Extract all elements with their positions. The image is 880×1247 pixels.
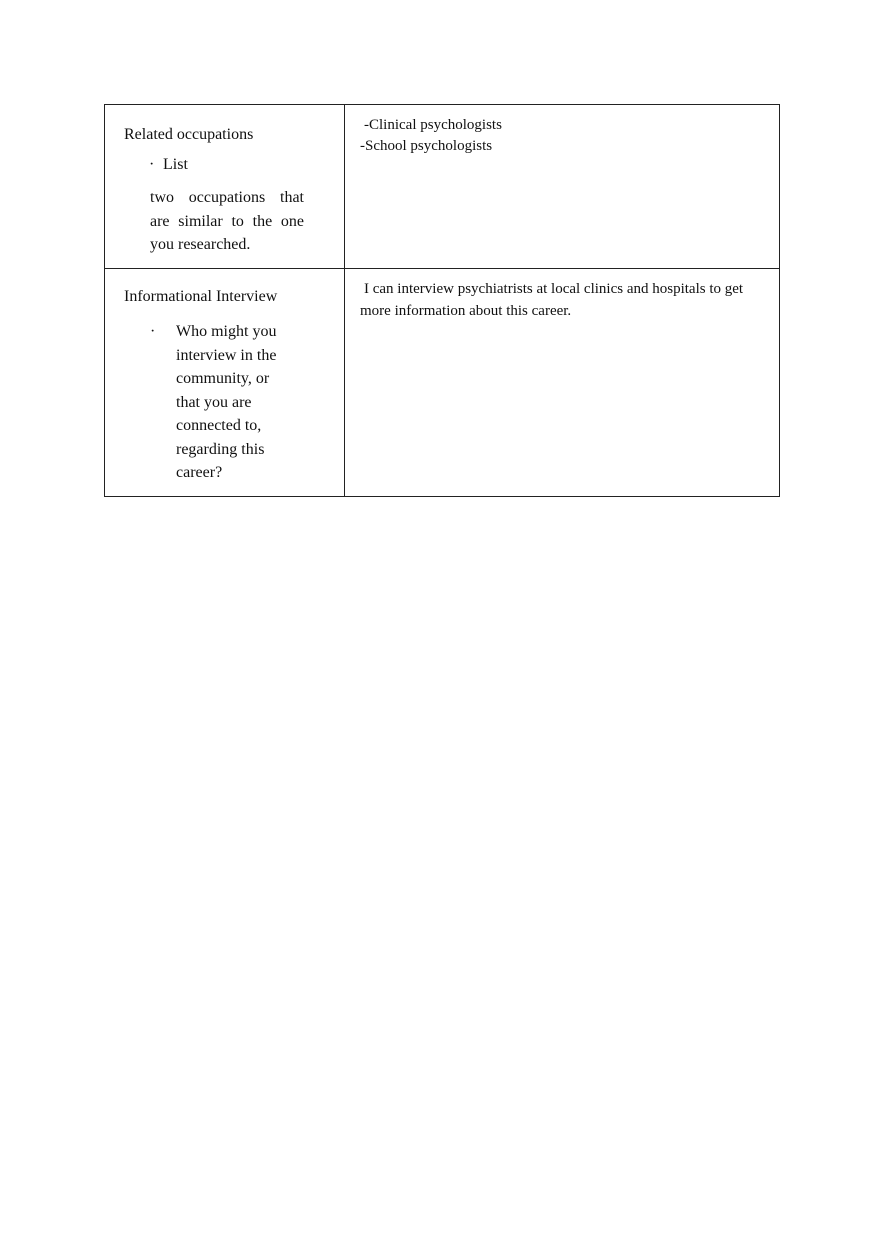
- list-bullet-text: List: [163, 156, 188, 173]
- bullet-line: interview in the: [176, 346, 277, 364]
- related-occupations-prompt: [150, 186, 304, 257]
- related-occupations-answers: [360, 115, 779, 157]
- interview-bullet-text: [176, 320, 306, 485]
- bullet-line: community, or: [176, 370, 270, 387]
- answer-line: -Clinical psychologists: [364, 117, 502, 133]
- table-row-related-occupations: [105, 105, 780, 269]
- informational-interview-answer-cell: [345, 269, 780, 497]
- interview-bullet-item: [150, 320, 344, 485]
- list-bullet-item: [149, 154, 344, 176]
- informational-interview-heading: Informational Interview: [124, 288, 278, 305]
- bullet-line: career?: [176, 464, 223, 481]
- informational-interview-label-cell: [105, 269, 345, 497]
- bullet-line: connected to,: [176, 417, 262, 434]
- bullet-line: regarding this: [176, 440, 265, 458]
- informational-interview-answer: [360, 278, 767, 322]
- bullet-line: that you are: [176, 393, 252, 411]
- related-occupations-answer-cell: [345, 105, 780, 269]
- related-occupations-label-cell: [105, 105, 345, 269]
- table-row-informational-interview: [105, 269, 780, 497]
- prompt-line: are similar to the one: [150, 212, 304, 230]
- middle-dot-icon: ·: [150, 323, 156, 340]
- answer-line: -School psychologists: [360, 138, 493, 154]
- related-occupations-heading: Related occupations: [124, 126, 254, 143]
- career-research-table: [104, 104, 780, 497]
- answer-text: I can interview psychiatrists at local clinics and hospitals to get more information about this career.: [360, 281, 744, 319]
- bullet-line: Who might you: [176, 323, 277, 340]
- prompt-line: two occupations that: [150, 189, 304, 206]
- prompt-line: you researched.: [150, 236, 251, 253]
- middle-dot-icon: ·: [149, 156, 155, 173]
